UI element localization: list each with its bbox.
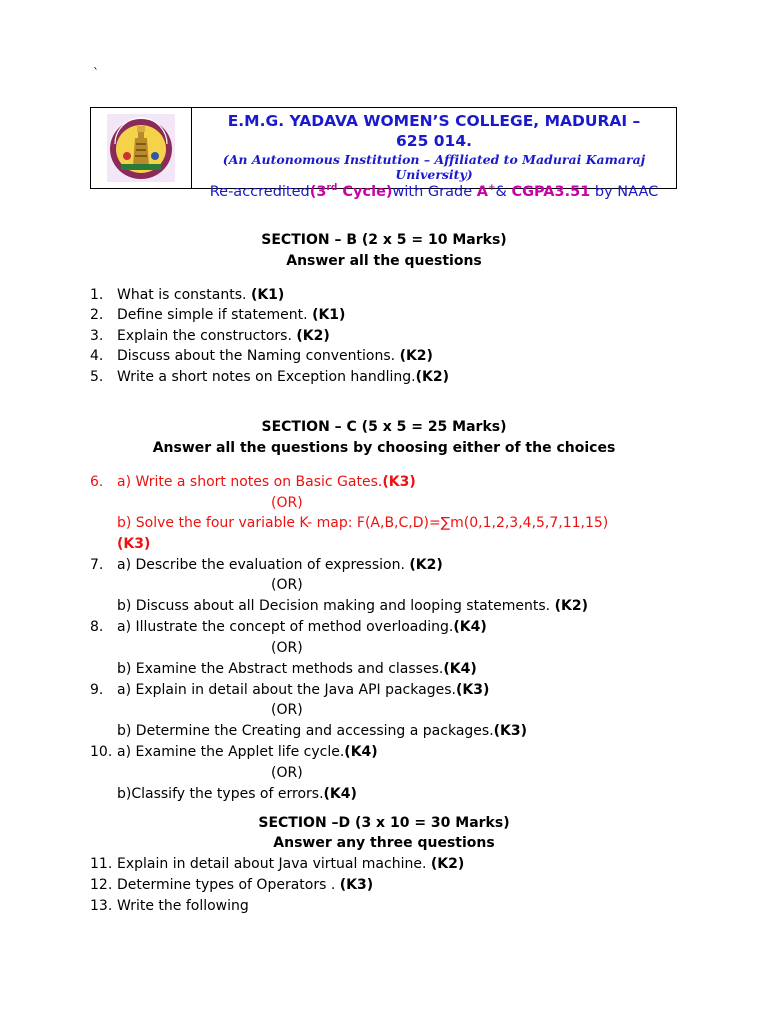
question-7a-text: a) Describe the evaluation of expression.	[117, 557, 410, 573]
accred-cycle-open: (3	[309, 183, 327, 200]
question-text	[117, 285, 284, 306]
question-5-k-level: (K2)	[415, 369, 449, 385]
question-7b-k-level: (K2)	[554, 598, 588, 614]
question-6a-text: a) Write a short notes on Basic Gates.	[117, 474, 383, 490]
section-c-title: SECTION – C (5 x 5 = 25 Marks)	[261, 419, 507, 435]
question-number: 8.	[90, 619, 104, 635]
question-7b	[117, 596, 588, 617]
accred-cycle-close: Cycle)	[337, 183, 393, 200]
question-7b-text: b) Discuss about all Decision making and looping statements.	[117, 598, 555, 614]
accred-amp: &	[495, 183, 512, 200]
question-2-k-level: (K1)	[312, 307, 346, 323]
accred-prefix: Re-accredited	[209, 183, 310, 200]
section-c-instruction: Answer all the questions by choosing either of the choices	[152, 440, 616, 456]
question-9a	[117, 680, 489, 701]
or-label: (OR)	[271, 765, 303, 781]
accred-with-grade: with Grade	[392, 183, 477, 200]
accred-cycle-sup: rd	[326, 183, 338, 193]
question-7a	[117, 555, 443, 576]
question-8b-text: b) Examine the Abstract methods and classes.	[117, 661, 444, 677]
question-4-k-level: (K2)	[399, 348, 433, 364]
question-13-text: Write the following	[117, 898, 249, 914]
question-number: 13.	[90, 898, 113, 914]
or-label: (OR)	[271, 702, 303, 718]
question-4-text: Discuss about the Naming conventions.	[117, 348, 400, 364]
question-text	[117, 896, 249, 917]
question-7a-k-level: (K2)	[409, 557, 443, 573]
question-12-text: Determine types of Operators .	[117, 877, 340, 893]
question-number: 5.	[90, 369, 104, 385]
question-10b-k-level: (K4)	[323, 786, 357, 802]
question-number: 3.	[90, 328, 104, 344]
section-b-title: SECTION – B (2 x 5 = 10 Marks)	[261, 232, 507, 248]
section-d-title: SECTION –D (3 x 10 = 30 Marks)	[258, 815, 510, 831]
accred-by-naac: by NAAC	[590, 183, 659, 200]
question-9b-k-level: (K3)	[493, 723, 528, 739]
question-8b	[117, 659, 477, 680]
section-b-instruction: Answer all the questions	[286, 253, 482, 269]
accreditation-line	[192, 183, 676, 200]
accred-grade-sup: +	[487, 183, 496, 193]
question-number: 12.	[90, 877, 113, 893]
question-number: 2.	[90, 307, 104, 323]
question-number: 10.	[90, 744, 113, 760]
or-label: (OR)	[271, 640, 303, 656]
question-6b: b) Solve the four variable K- map: F(A,B,C,D)=∑m(0,1,2,3,4,5,7,11,15)	[117, 515, 609, 531]
question-10b-text: b)Classify the types of errors.	[117, 786, 324, 802]
question-9a-text: a) Explain in detail about the Java API packages.	[117, 682, 456, 698]
question-10a-k-level: (K4)	[344, 744, 378, 760]
question-10b	[117, 784, 357, 805]
question-8a-text: a) Illustrate the concept of method overloading.	[117, 619, 454, 635]
question-11-text: Explain in detail about Java virtual machine.	[117, 856, 431, 872]
college-header	[90, 107, 677, 200]
autonomous-line: (An Autonomous Institution – Affiliated to Madurai Kamaraj University)	[222, 152, 646, 182]
question-3-text: Explain the constructors.	[117, 328, 297, 344]
question-text	[117, 367, 449, 388]
question-8a-k-level: (K4)	[453, 619, 487, 635]
college-logo-icon	[107, 114, 175, 182]
college-title-cell	[192, 108, 676, 200]
question-number: 11.	[90, 856, 113, 872]
question-10a	[117, 742, 378, 763]
question-2-text: Define simple if statement.	[117, 307, 313, 323]
question-10a-text: a) Examine the Applet life cycle.	[117, 744, 345, 760]
question-6b-k-level: (K3)	[117, 536, 151, 552]
question-number: 6.	[90, 474, 104, 490]
tick-mark: `	[93, 66, 99, 80]
accred-cgpa: CGPA3.51	[511, 183, 591, 200]
question-11-k-level: (K2)	[430, 856, 465, 872]
question-9a-k-level: (K3)	[455, 682, 490, 698]
college-pincode: 625 014.	[396, 132, 472, 150]
question-text	[117, 326, 330, 347]
or-label: (OR)	[271, 577, 303, 593]
question-text	[117, 305, 345, 326]
question-text	[117, 875, 373, 896]
college-name-line1: E.M.G. YADAVA WOMEN’S COLLEGE, MADURAI –	[227, 112, 641, 130]
question-8b-k-level: (K4)	[443, 661, 477, 677]
accred-grade	[477, 184, 496, 200]
or-label: (OR)	[271, 495, 303, 511]
question-number: 4.	[90, 348, 104, 364]
accred-cycle	[310, 184, 393, 200]
question-number: 7.	[90, 557, 104, 573]
question-number: 9.	[90, 682, 104, 698]
question-1-k-level: (K1)	[250, 287, 285, 303]
question-12-k-level: (K3)	[339, 877, 374, 893]
question-8a	[117, 617, 487, 638]
accred-grade-letter: A	[476, 183, 488, 200]
question-9b-text: b) Determine the Creating and accessing a packages.	[117, 723, 494, 739]
question-text	[117, 346, 433, 367]
section-d-instruction: Answer any three questions	[273, 835, 495, 851]
question-1-text: What is constants.	[117, 287, 251, 303]
question-6a-k-level: (K3)	[382, 474, 416, 490]
college-name	[192, 111, 676, 151]
question-6a	[117, 472, 416, 493]
question-number: 1.	[90, 287, 104, 303]
question-5-text: Write a short notes on Exception handling.	[117, 369, 416, 385]
question-9b	[117, 721, 527, 742]
question-text	[117, 854, 464, 875]
question-3-k-level: (K2)	[296, 328, 330, 344]
college-logo-cell	[91, 108, 192, 188]
